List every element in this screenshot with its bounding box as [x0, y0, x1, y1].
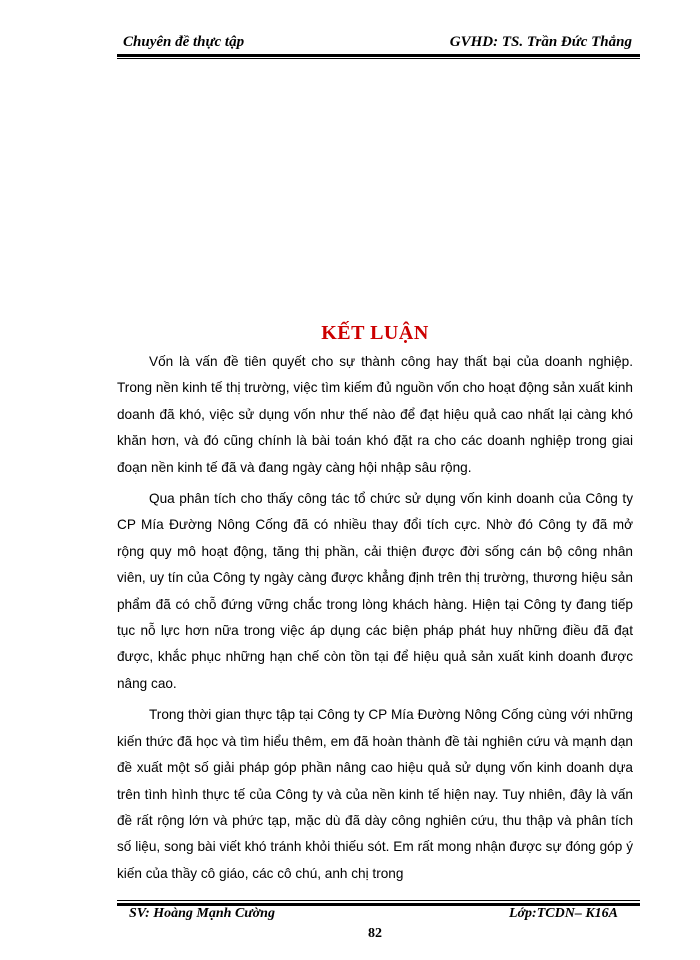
paragraph-2: Qua phân tích cho thấy công tác tổ chức sử dụng vốn kinh doanh của Công ty CP Mía Đường Nông Cống đã có nhiều thay đổi tích cực. Nhờ đó Công ty đã mở rộng quy mô hoạt động, tăng thị phần, cải thiện được đời sống cán bộ công nhân viên, uy tín của Công ty ngày càng được khẳng định trên thị trường, thương hiệu sản phẩm đã có chỗ đứng vững chắc trong lòng khách hàng. Hiện tại Công ty đang tiếp tục nỗ lực hơn nữa trong việc áp dụng các biện pháp phát huy những điều đã đạt được, khắc phục những hạn chế còn tồn tại để hiệu quả sản xuất kinh doanh được nâng cao. — [117, 491, 633, 691]
header-supervisor: GVHD: TS. Trần Đức Thắng — [449, 34, 632, 50]
header-rule-thin — [117, 58, 640, 59]
footer-class: Lớp:TCDN– K16A — [508, 906, 618, 921]
page-number: 82 — [368, 926, 382, 941]
footer-rule-thin — [117, 900, 640, 901]
section-title: KẾT LUẬN — [321, 322, 429, 344]
footer-student: SV: Hoàng Mạnh Cường — [129, 906, 275, 921]
body-text — [117, 349, 633, 892]
page-header — [117, 32, 640, 54]
page-footer — [117, 903, 640, 925]
paragraph-3: Trong thời gian thực tập tại Công ty CP Mía Đường Nông Cống cùng với những kiến thức đã học và tìm hiểu thêm, em đã hoàn thành đề tài nghiên cứu và mạnh dạn đề xuất một số giải pháp góp phần nâng cao hiệu quả sử dụng vốn kinh doanh dựa trên tình hình thực tế của Công ty và của nền kinh tế hiện nay. Tuy nhiên, đây là vấn đề rất rộng lớn và phức tạp, mặc dù đã dày công nghiên cứu, thu thập và phân tích số liệu, song bài viết khó tránh khỏi thiếu sót. Em rất mong nhận được sự đóng góp ý kiến của thầy cô giáo, các cô chú, anh chị trong — [117, 707, 633, 881]
paragraph-1: Vốn là vấn đề tiên quyết cho sự thành công hay thất bại của doanh nghiệp. Trong nền kinh tế thị trường, việc tìm kiếm đủ nguồn vốn cho hoạt động sản xuất kinh doanh đã khó, việc sử dụng vốn như thế nào để đạt hiệu quả cao nhất lại càng khó khăn hơn, và đó cũng chính là bài toán khó đặt ra cho các doanh nghiệp trong giai đoạn nền kinh tế đã và đang ngày càng hội nhập sâu rộng. — [117, 354, 633, 475]
header-topic: Chuyên đề thực tập — [123, 34, 245, 50]
header-rule-thick — [117, 54, 640, 57]
